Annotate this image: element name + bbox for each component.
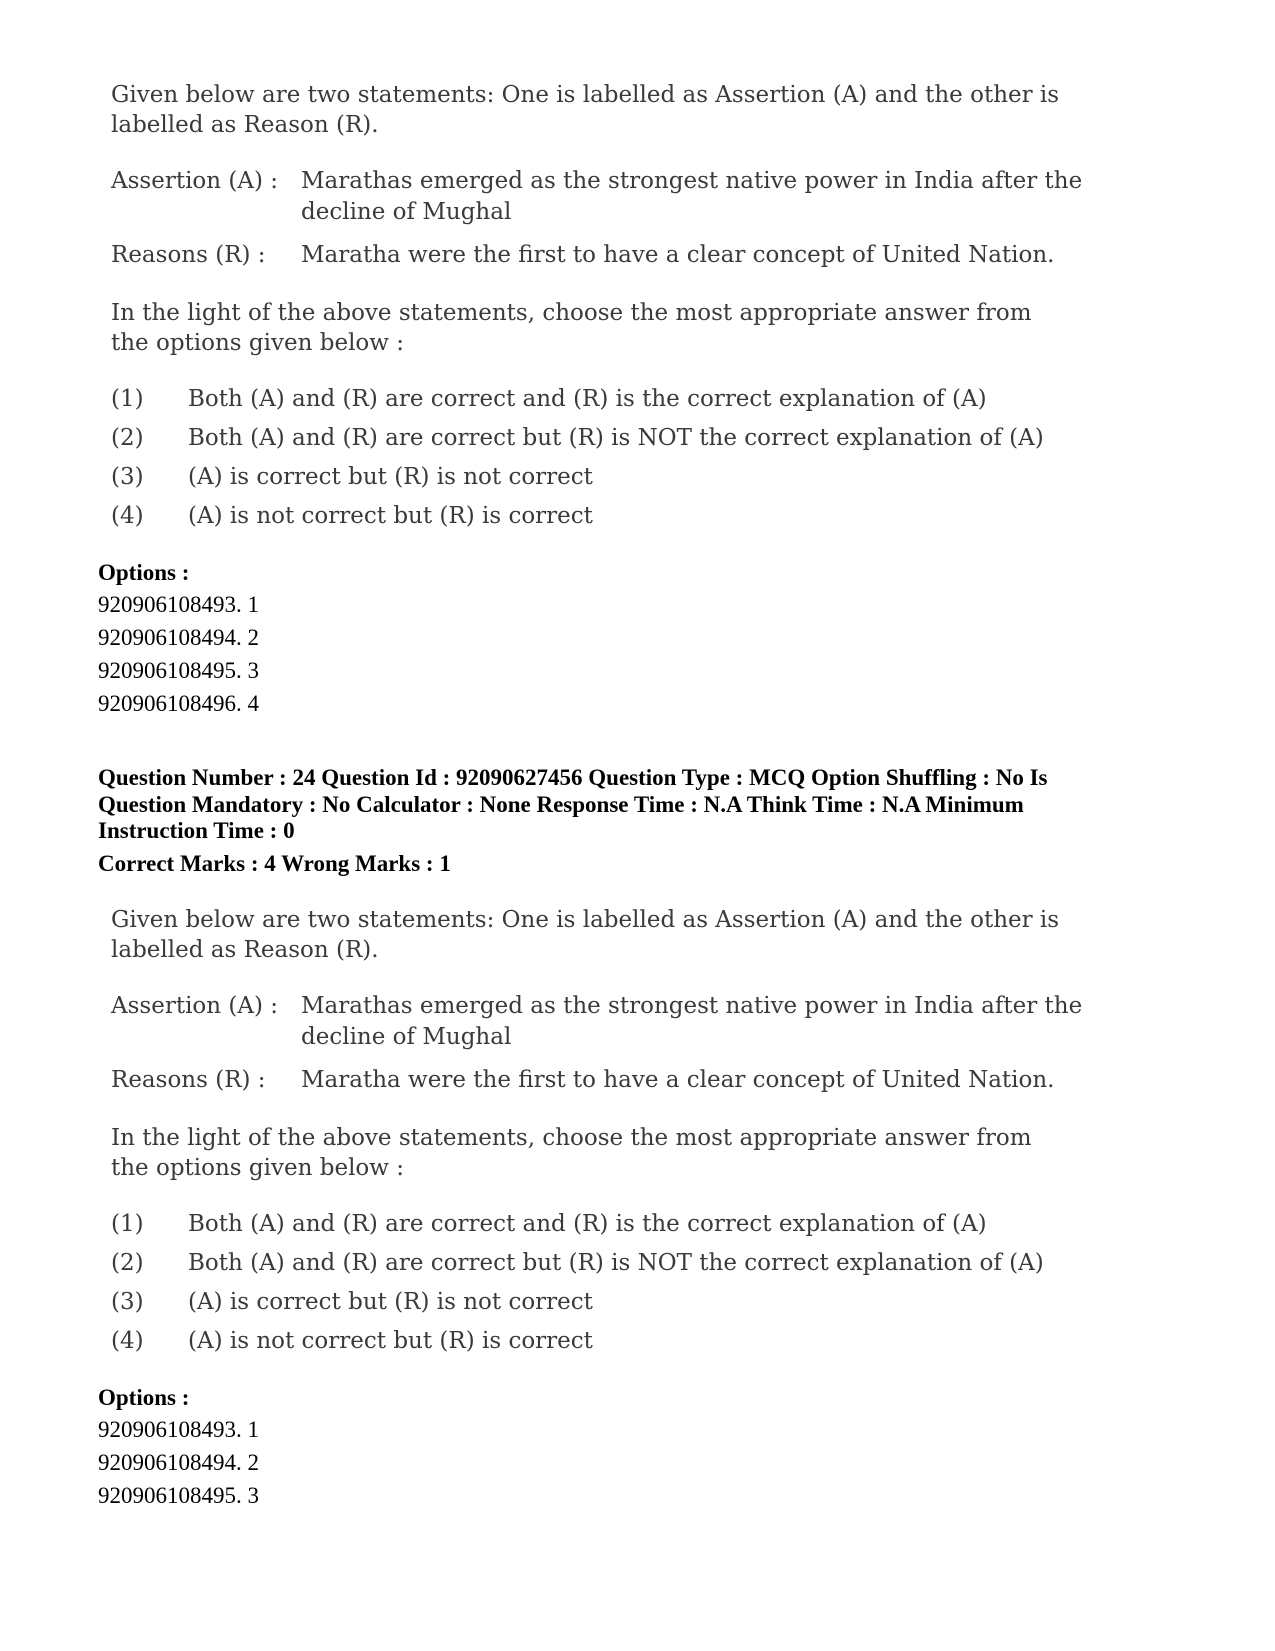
choice-number: (4) <box>111 503 144 529</box>
choice-text: (A) is correct but (R) is not correct <box>188 1289 593 1315</box>
choice-text: Both (A) and (R) are correct but (R) is NOT the correct explanation of (A) <box>188 1250 1044 1276</box>
reason-text: Maratha were the first to have a clear concept of United Nation. <box>301 242 1055 268</box>
reason-text: Maratha were the first to have a clear concept of United Nation. <box>301 1067 1055 1093</box>
option-id: 920906108494. 2 <box>98 1450 259 1475</box>
choice-text: Both (A) and (R) are correct and (R) is the correct explanation of (A) <box>188 386 987 412</box>
choice-text: (A) is not correct but (R) is correct <box>188 503 593 529</box>
choice-number: (2) <box>111 1250 144 1276</box>
question-meta-line: Question Number : 24 Question Id : 92090627456 Question Type : MCQ Option Shuffling : No Is <box>98 765 1048 790</box>
choice-number: (2) <box>111 425 144 451</box>
option-id: 920906108495. 3 <box>98 1483 259 1508</box>
assertion-text: Marathas emerged as the strongest native power in India after the decline of Mughal <box>301 993 1083 1050</box>
question-intro: Given below are two statements: One is labelled as Assertion (A) and the other is labelled as Reason (R). <box>111 82 1060 138</box>
option-id: 920906108493. 1 <box>98 592 259 617</box>
choice-text: (A) is correct but (R) is not correct <box>188 464 593 490</box>
choice-number: (4) <box>111 1328 144 1354</box>
option-id: 920906108495. 3 <box>98 658 259 683</box>
question-intro: Given below are two statements: One is labelled as Assertion (A) and the other is labelled as Reason (R). <box>111 907 1060 963</box>
choice-text: (A) is not correct but (R) is correct <box>188 1328 593 1354</box>
options-heading: Options : <box>98 560 190 585</box>
assertion-label: Assertion (A) : <box>111 168 279 194</box>
choice-number: (3) <box>111 464 144 490</box>
reason-label: Reasons (R) : <box>111 1067 266 1093</box>
marks-line: Correct Marks : 4 Wrong Marks : 1 <box>98 851 451 876</box>
assertion-text: Marathas emerged as the strongest native power in India after the decline of Mughal <box>301 168 1083 225</box>
assertion-label: Assertion (A) : <box>111 993 279 1019</box>
choice-number: (1) <box>111 386 144 412</box>
choice-number: (1) <box>111 1211 144 1237</box>
question-prompt: In the light of the above statements, choose the most appropriate answer from the options given below : <box>111 1125 1032 1181</box>
options-heading: Options : <box>98 1385 190 1410</box>
choice-number: (3) <box>111 1289 144 1315</box>
question-meta-line: Instruction Time : 0 <box>98 818 295 843</box>
option-id: 920906108493. 1 <box>98 1417 259 1442</box>
option-id: 920906108494. 2 <box>98 625 259 650</box>
question-meta-line: Question Mandatory : No Calculator : None Response Time : N.A Think Time : N.A Minimum <box>98 792 1024 817</box>
reason-label: Reasons (R) : <box>111 242 266 268</box>
option-id: 920906108496. 4 <box>98 691 259 716</box>
choice-text: Both (A) and (R) are correct and (R) is the correct explanation of (A) <box>188 1211 987 1237</box>
choice-text: Both (A) and (R) are correct but (R) is NOT the correct explanation of (A) <box>188 425 1044 451</box>
question-prompt: In the light of the above statements, choose the most appropriate answer from the options given below : <box>111 300 1032 356</box>
